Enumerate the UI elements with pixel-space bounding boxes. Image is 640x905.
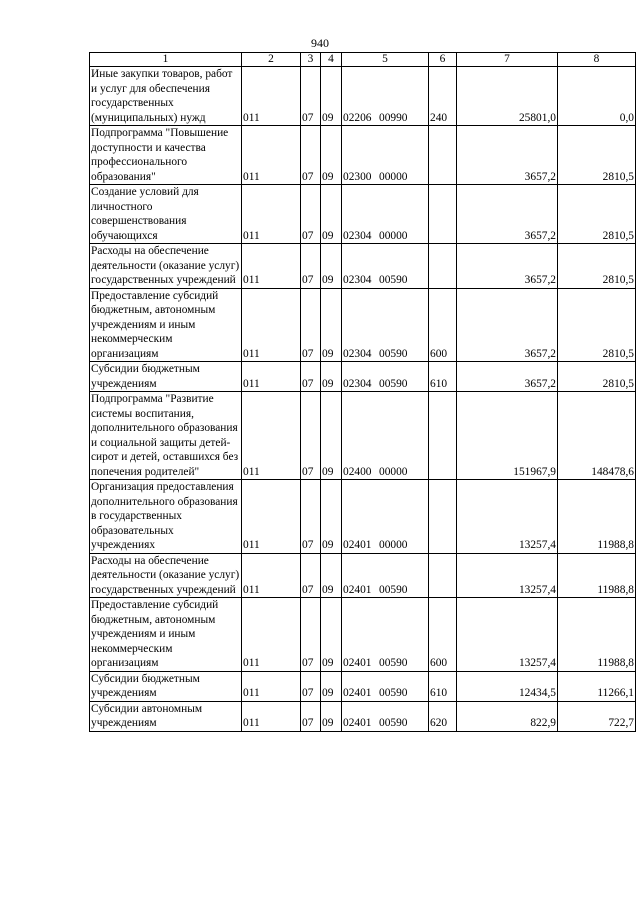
subsection-code-cell: 09 [321, 362, 342, 392]
target-code-cell [342, 288, 429, 362]
target-code-cell [342, 362, 429, 392]
expense-type-cell [429, 553, 457, 598]
amount-year2-cell: 11988,8 [558, 480, 636, 554]
budget-table [89, 52, 636, 732]
table-row [90, 671, 636, 701]
amount-year1-cell: 822,9 [457, 701, 558, 731]
column-header: 5 [342, 53, 429, 67]
target-code-direction: 00590 [379, 274, 408, 286]
subsection-code-cell: 09 [321, 701, 342, 731]
expense-name-cell: Субсидии автономным учреждениям [90, 701, 242, 731]
table-row [90, 480, 636, 554]
expense-name-cell: Субсидии бюджетным учреждениям [90, 671, 242, 701]
column-header: 8 [558, 53, 636, 67]
expense-name-cell: Организация предоставления дополнительного образования в государственных образовательных учреждениях [90, 480, 242, 554]
subsection-code-cell: 09 [321, 126, 342, 185]
expense-name-cell: Расходы на обеспечение деятельности (оказание услуг) государственных учреждений [90, 553, 242, 598]
table-row [90, 288, 636, 362]
amount-year1-cell: 3657,2 [457, 362, 558, 392]
column-header: 3 [301, 53, 321, 67]
expense-type-cell [429, 392, 457, 480]
ministry-code-cell: 011 [242, 288, 301, 362]
section-code-cell: 07 [301, 392, 321, 480]
amount-year2-cell: 2810,5 [558, 288, 636, 362]
expense-name-cell: Подпрограмма "Повышение доступности и качества профессионального образования" [90, 126, 242, 185]
amount-year2-cell: 0,0 [558, 67, 636, 126]
table-header-row [90, 53, 636, 67]
ministry-code-cell: 011 [242, 67, 301, 126]
amount-year2-cell: 11266,1 [558, 671, 636, 701]
column-header: 6 [429, 53, 457, 67]
amount-year2-cell: 148478,6 [558, 392, 636, 480]
subsection-code-cell: 09 [321, 244, 342, 289]
section-code-cell: 07 [301, 67, 321, 126]
subsection-code-cell: 09 [321, 480, 342, 554]
expense-name-cell: Расходы на обеспечение деятельности (оказание услуг) государственных учреждений [90, 244, 242, 289]
ministry-code-cell: 011 [242, 392, 301, 480]
section-code-cell: 07 [301, 244, 321, 289]
amount-year1-cell: 13257,4 [457, 598, 558, 672]
section-code-cell: 07 [301, 362, 321, 392]
target-code-program: 02401 [343, 687, 372, 699]
ministry-code-cell: 011 [242, 244, 301, 289]
section-code-cell: 07 [301, 598, 321, 672]
target-code-program: 02400 [343, 465, 372, 478]
target-code-direction: 00000 [379, 465, 408, 478]
target-code-direction: 00590 [379, 583, 408, 596]
ministry-code-cell: 011 [242, 701, 301, 731]
amount-year1-cell: 12434,5 [457, 671, 558, 701]
subsection-code-cell: 09 [321, 553, 342, 598]
table-row [90, 185, 636, 244]
expense-type-cell: 600 [429, 288, 457, 362]
section-code-cell: 07 [301, 671, 321, 701]
column-header: 7 [457, 53, 558, 67]
target-code-cell [342, 185, 429, 244]
expense-type-cell: 240 [429, 67, 457, 126]
target-code-program: 02401 [343, 657, 372, 669]
target-code-cell [342, 480, 429, 554]
expense-type-cell: 610 [429, 362, 457, 392]
target-code-program: 02401 [343, 583, 372, 596]
target-code-program: 02304 [343, 347, 372, 360]
expense-name-cell: Иные закупки товаров, работ и услуг для обеспечения государственных (муниципальных) нужд [90, 67, 242, 126]
amount-year1-cell: 151967,9 [457, 392, 558, 480]
target-code-program: 02304 [343, 274, 372, 286]
subsection-code-cell: 09 [321, 67, 342, 126]
amount-year1-cell: 3657,2 [457, 288, 558, 362]
target-code-program: 02206 [343, 111, 372, 124]
target-code-cell [342, 598, 429, 672]
expense-type-cell [429, 480, 457, 554]
expense-type-cell: 610 [429, 671, 457, 701]
amount-year1-cell: 25801,0 [457, 67, 558, 126]
table-row [90, 598, 636, 672]
target-code-direction: 00000 [379, 170, 408, 183]
expense-name-cell: Предоставление субсидий бюджетным, автономным учреждениям и иным некоммерческим организациям [90, 598, 242, 672]
target-code-direction: 00590 [379, 717, 408, 729]
column-header: 1 [90, 53, 242, 67]
target-code-cell [342, 701, 429, 731]
ministry-code-cell: 011 [242, 598, 301, 672]
target-code-cell [342, 126, 429, 185]
subsection-code-cell: 09 [321, 671, 342, 701]
amount-year1-cell: 3657,2 [457, 126, 558, 185]
ministry-code-cell: 011 [242, 362, 301, 392]
target-code-cell [342, 671, 429, 701]
target-code-direction: 00590 [379, 687, 408, 699]
amount-year1-cell: 13257,4 [457, 553, 558, 598]
target-code-cell [342, 392, 429, 480]
expense-name-cell: Субсидии бюджетным учреждениям [90, 362, 242, 392]
amount-year2-cell: 11988,8 [558, 553, 636, 598]
target-code-direction: 00590 [379, 347, 408, 360]
ministry-code-cell: 011 [242, 480, 301, 554]
column-header: 4 [321, 53, 342, 67]
column-header: 2 [242, 53, 301, 67]
page-number: 940 [311, 36, 329, 50]
target-code-program: 02401 [343, 539, 372, 551]
subsection-code-cell: 09 [321, 185, 342, 244]
expense-type-cell: 600 [429, 598, 457, 672]
expense-type-cell: 620 [429, 701, 457, 731]
target-code-cell [342, 244, 429, 289]
amount-year1-cell: 3657,2 [457, 185, 558, 244]
amount-year1-cell: 3657,2 [457, 244, 558, 289]
expense-name-cell: Создание условий для личностного совершенствования обучающихся [90, 185, 242, 244]
amount-year2-cell: 2810,5 [558, 244, 636, 289]
target-code-direction: 00590 [379, 657, 408, 669]
target-code-direction: 00590 [379, 377, 408, 390]
subsection-code-cell: 09 [321, 598, 342, 672]
target-code-program: 02401 [343, 717, 372, 729]
expense-name-cell: Подпрограмма "Развитие системы воспитания, дополнительного образования и социальной защиты детей-сирот и детей, оставшихся без попечения родителей" [90, 392, 242, 480]
target-code-direction: 00000 [379, 539, 408, 551]
table-row [90, 126, 636, 185]
section-code-cell: 07 [301, 126, 321, 185]
target-code-cell [342, 553, 429, 598]
table-row [90, 244, 636, 289]
subsection-code-cell: 09 [321, 288, 342, 362]
amount-year2-cell: 11988,8 [558, 598, 636, 672]
amount-year1-cell: 13257,4 [457, 480, 558, 554]
section-code-cell: 07 [301, 701, 321, 731]
table-row [90, 553, 636, 598]
table-row [90, 392, 636, 480]
target-code-program: 02304 [343, 377, 372, 390]
ministry-code-cell: 011 [242, 553, 301, 598]
target-code-direction: 00000 [379, 229, 408, 242]
amount-year2-cell: 2810,5 [558, 362, 636, 392]
subsection-code-cell: 09 [321, 392, 342, 480]
target-code-cell [342, 67, 429, 126]
section-code-cell: 07 [301, 480, 321, 554]
expense-type-cell [429, 244, 457, 289]
section-code-cell: 07 [301, 185, 321, 244]
table-row [90, 701, 636, 731]
table-row [90, 67, 636, 126]
table-row [90, 362, 636, 392]
target-code-direction: 00990 [379, 111, 408, 124]
amount-year2-cell: 2810,5 [558, 185, 636, 244]
target-code-program: 02304 [343, 229, 372, 242]
section-code-cell: 07 [301, 288, 321, 362]
ministry-code-cell: 011 [242, 126, 301, 185]
expense-type-cell [429, 126, 457, 185]
target-code-program: 02300 [343, 170, 372, 183]
amount-year2-cell: 722,7 [558, 701, 636, 731]
ministry-code-cell: 011 [242, 185, 301, 244]
section-code-cell: 07 [301, 553, 321, 598]
expense-type-cell [429, 185, 457, 244]
amount-year2-cell: 2810,5 [558, 126, 636, 185]
ministry-code-cell: 011 [242, 671, 301, 701]
expense-name-cell: Предоставление субсидий бюджетным, автономным учреждениям и иным некоммерческим организациям [90, 288, 242, 362]
